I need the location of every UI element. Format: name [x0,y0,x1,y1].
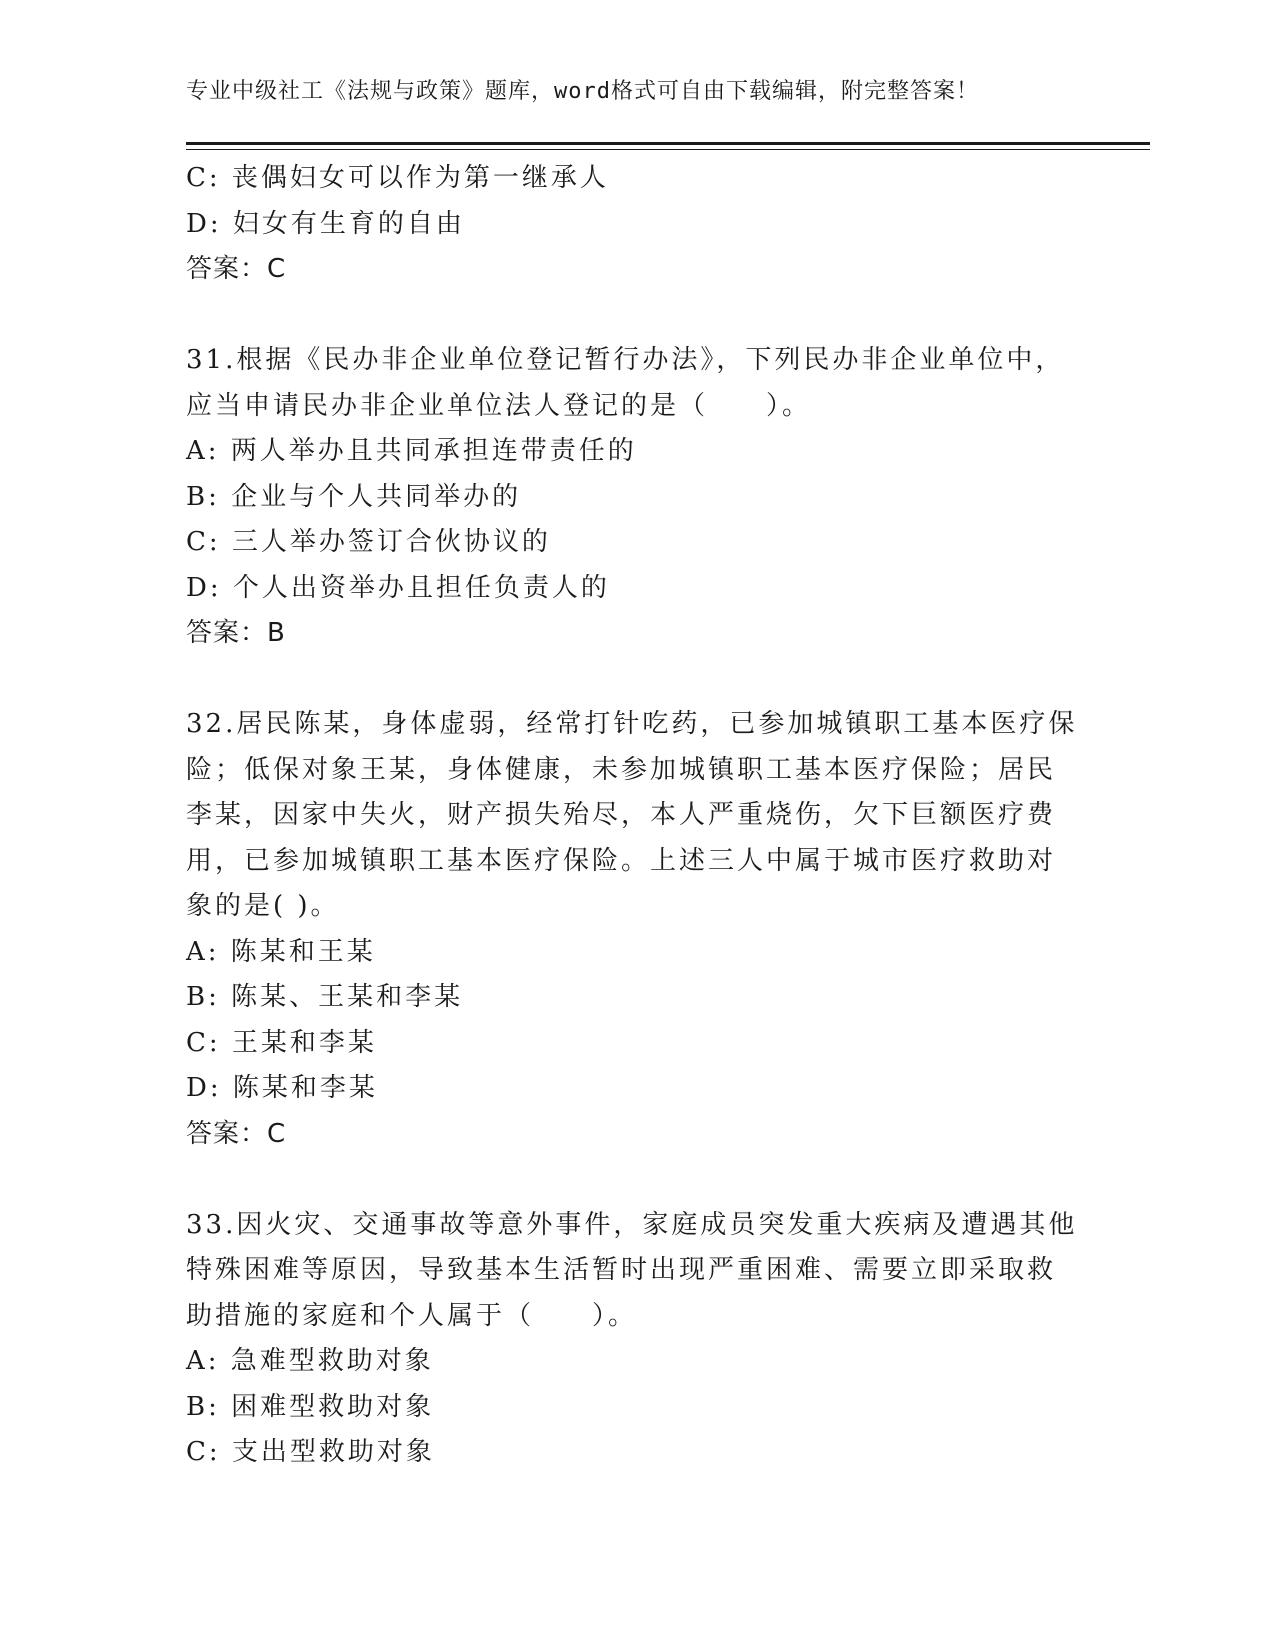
question-31-option-b: B: 企业与个人共同举办的 [186,481,522,512]
header-rule-thick [186,142,1150,145]
question-32-option-d: D: 陈某和李某 [186,1073,378,1103]
question-33-option-c: C: 支出型救助对象 [186,1437,435,1467]
question-32-option-c: C: 王某和李某 [186,1027,377,1058]
question-content [186,156,1086,1476]
question-31-stem-line-1: 31.根据《民办非企业单位登记暂行办法》，下列民办非企业单位中， [186,345,1065,375]
question-31-option-c: C: 三人举办签订合伙协议的 [186,527,551,557]
question-33-option-a: A: 急难型救助对象 [186,1346,434,1376]
question-32-stem-line-3: 李某，因家中失火，财产损失殆尽，本人严重烧伤，欠下巨额医疗费 [186,800,1057,830]
question-32-option-b: B: 陈某、王某和李某 [186,982,464,1012]
question-31-stem-line-2: 应当申请民办非企业单位法人登记的是（ ）。 [186,390,812,421]
header-rule-thin [186,149,1150,150]
spacer [186,293,1086,339]
question-32-stem-line-1: 32.居民陈某，身体虚弱，经常打针吃药，已参加城镇职工基本医疗保 [186,709,1078,739]
question-31-answer: 答案：B [186,618,286,648]
question-32-stem-line-5: 象的是( )。 [186,891,340,921]
question-33-option-b: B: 困难型救助对象 [186,1391,435,1422]
question-31-option-a: A: 两人举办且共同承担连带责任的 [186,436,637,466]
spacer [186,1157,1086,1203]
question-32-stem-line-2: 险；低保对象王某，身体健康，未参加城镇职工基本医疗保险；居民 [186,754,1057,785]
question-33-stem-line-2: 特殊困难等原因，导致基本生活暂时出现严重困难、需要立即采取救 [186,1255,1057,1285]
page-header: 专业中级社工《法规与政策》题库，word格式可自由下载编辑，附完整答案！ [186,79,979,104]
question-33-stem-line-1: 33.因火灾、交通事故等意外事件，家庭成员突发重大疾病及遭遇其他 [186,1209,1078,1240]
option-d: D: 妇女有生育的自由 [186,208,465,239]
question-33-stem-line-3: 助措施的家庭和个人属于（ ）。 [186,1300,638,1331]
spacer [186,657,1086,703]
question-31-option-d: D: 个人出资举办且担任负责人的 [186,572,610,603]
answer-label: 答案：C [186,254,287,284]
question-32-stem-line-4: 用，已参加城镇职工基本医疗保险。上述三人中属于城市医疗救助对 [186,845,1057,876]
question-32-answer: 答案：C [186,1118,287,1149]
question-32-option-a: A: 陈某和王某 [186,936,376,967]
option-c: C: 丧偶妇女可以作为第一继承人 [186,163,609,193]
